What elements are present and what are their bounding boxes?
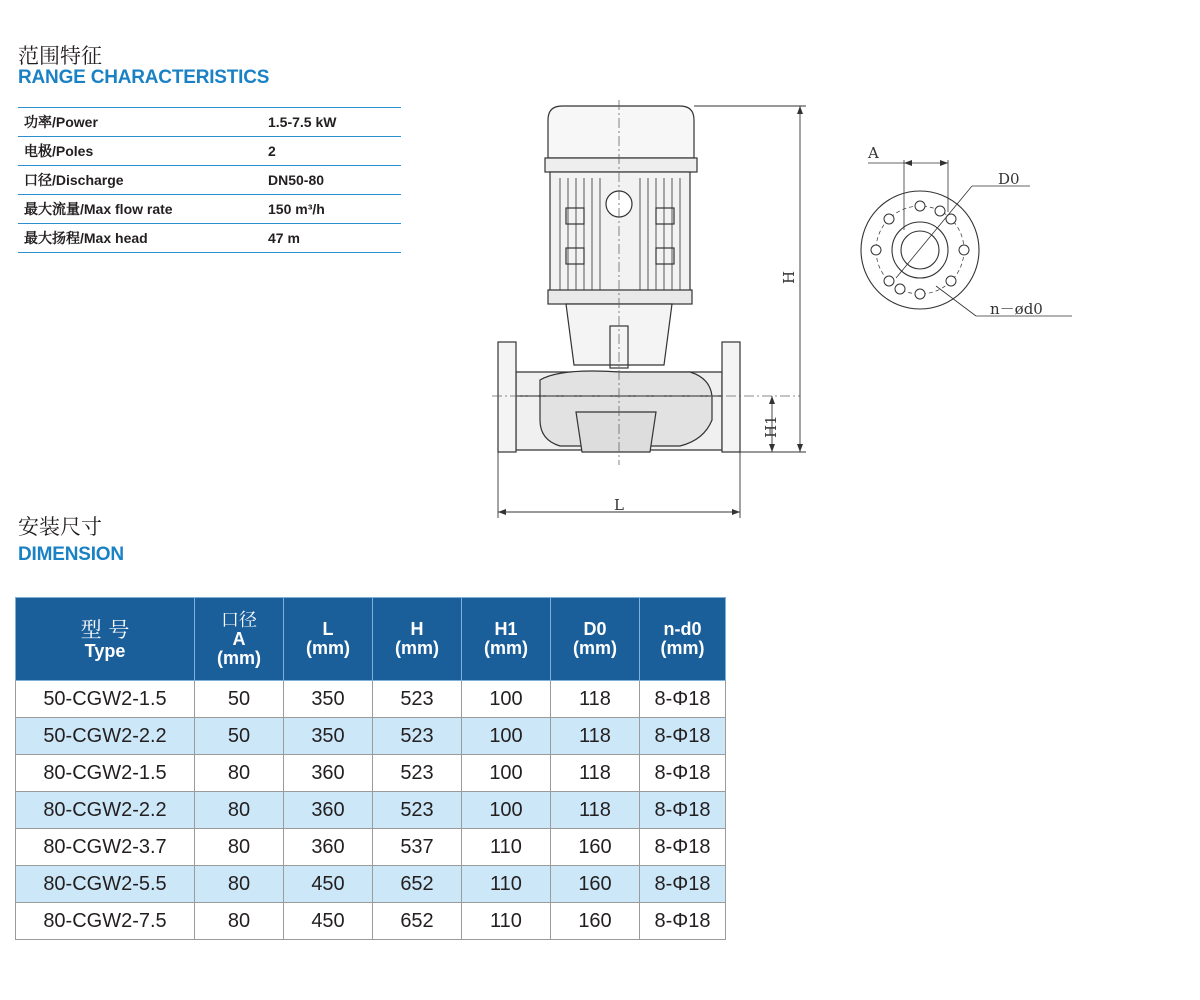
- range-label: 功率/Power: [18, 108, 262, 137]
- motor-fan-cover: [548, 106, 694, 158]
- cell-h: 523: [373, 718, 462, 755]
- table-row: [16, 829, 726, 866]
- range-value: 150 m³/h: [262, 195, 401, 224]
- motor-flange: [548, 290, 692, 304]
- cell-h: 652: [373, 866, 462, 903]
- cell-h1: 100: [462, 755, 551, 792]
- cell-h: 652: [373, 903, 462, 940]
- range-value: 47 m: [262, 224, 401, 253]
- dim-label-nd0: n－ød0: [990, 300, 1043, 318]
- cell-n-d0: 8-Φ18: [640, 903, 726, 940]
- cell-d0: 118: [551, 718, 640, 755]
- cell-d0: 118: [551, 792, 640, 829]
- cell-h: 523: [373, 755, 462, 792]
- cell-a: 80: [195, 755, 284, 792]
- cell-a: 50: [195, 681, 284, 718]
- inlet-flange: [498, 342, 516, 452]
- cell-type: 80-CGW2-1.5: [16, 755, 195, 792]
- outlet-flange: [722, 342, 740, 452]
- range-label: 口径/Discharge: [18, 166, 262, 195]
- cell-d0: 160: [551, 866, 640, 903]
- cell-l: 350: [284, 718, 373, 755]
- table-row: [16, 792, 726, 829]
- range-row: [18, 137, 401, 166]
- cell-h1: 100: [462, 792, 551, 829]
- range-row: [18, 195, 401, 224]
- range-title-cn: 范围特征: [18, 44, 102, 68]
- header-h: H (mm): [373, 598, 462, 681]
- cell-n-d0: 8-Φ18: [640, 829, 726, 866]
- cell-h: 523: [373, 792, 462, 829]
- cell-h: 537: [373, 829, 462, 866]
- cell-h1: 110: [462, 866, 551, 903]
- range-value: DN50-80: [262, 166, 401, 195]
- header-a: 口径 A (mm): [195, 598, 284, 681]
- range-row: [18, 224, 401, 253]
- range-row: [18, 108, 401, 137]
- range-value: 2: [262, 137, 401, 166]
- cell-l: 360: [284, 755, 373, 792]
- dim-label-a: A: [868, 144, 879, 162]
- table-row: [16, 903, 726, 940]
- cell-d0: 160: [551, 829, 640, 866]
- motor-top-ring: [545, 158, 697, 172]
- range-title-en: RANGE CHARACTERISTICS: [18, 67, 270, 88]
- dimension-title-en: DIMENSION: [18, 544, 124, 565]
- table-row: [16, 866, 726, 903]
- cell-a: 80: [195, 829, 284, 866]
- cell-h1: 100: [462, 681, 551, 718]
- range-label: 最大流量/Max flow rate: [18, 195, 262, 224]
- bolt-holes: [871, 201, 969, 299]
- cell-n-d0: 8-Φ18: [640, 718, 726, 755]
- range-value: 1.5-7.5 kW: [262, 108, 401, 137]
- cell-type: 80-CGW2-2.2: [16, 792, 195, 829]
- cell-n-d0: 8-Φ18: [640, 792, 726, 829]
- cell-type: 50-CGW2-1.5: [16, 681, 195, 718]
- cell-type: 50-CGW2-2.2: [16, 718, 195, 755]
- range-label: 最大扬程/Max head: [18, 224, 262, 253]
- cell-n-d0: 8-Φ18: [640, 866, 726, 903]
- cell-l: 360: [284, 792, 373, 829]
- header-h1: H1 (mm): [462, 598, 551, 681]
- header-d0: D0 (mm): [551, 598, 640, 681]
- cell-h: 523: [373, 681, 462, 718]
- cell-n-d0: 8-Φ18: [640, 755, 726, 792]
- cell-n-d0: 8-Φ18: [640, 681, 726, 718]
- range-table: [18, 107, 401, 253]
- cell-l: 350: [284, 681, 373, 718]
- cell-type: 80-CGW2-5.5: [16, 866, 195, 903]
- cell-l: 450: [284, 866, 373, 903]
- cell-l: 450: [284, 903, 373, 940]
- cell-h1: 110: [462, 903, 551, 940]
- cell-a: 80: [195, 792, 284, 829]
- pump-technical-drawing: [480, 95, 1100, 525]
- cell-h1: 100: [462, 718, 551, 755]
- cell-type: 80-CGW2-7.5: [16, 903, 195, 940]
- flange-bore: [892, 222, 948, 278]
- range-row: [18, 166, 401, 195]
- dim-label-l: L: [614, 496, 624, 514]
- cell-h1: 110: [462, 829, 551, 866]
- cell-a: 80: [195, 866, 284, 903]
- cell-a: 50: [195, 718, 284, 755]
- header-l: L (mm): [284, 598, 373, 681]
- dimension-table: [15, 597, 726, 940]
- cell-d0: 118: [551, 681, 640, 718]
- table-row: [16, 755, 726, 792]
- table-row: [16, 681, 726, 718]
- header-n-d0: n-d0 (mm): [640, 598, 726, 681]
- cell-d0: 118: [551, 755, 640, 792]
- dim-label-h: H: [780, 270, 798, 284]
- table-row: [16, 718, 726, 755]
- cell-d0: 160: [551, 903, 640, 940]
- dimension-header-row: [16, 598, 726, 681]
- range-label: 电极/Poles: [18, 137, 262, 166]
- header-type: 型 号 Type: [16, 598, 195, 681]
- dim-label-h1: H1: [762, 415, 780, 438]
- cell-l: 360: [284, 829, 373, 866]
- dimension-title-cn: 安装尺寸: [18, 515, 102, 539]
- cell-a: 80: [195, 903, 284, 940]
- dim-label-d0: D0: [998, 170, 1020, 188]
- cell-type: 80-CGW2-3.7: [16, 829, 195, 866]
